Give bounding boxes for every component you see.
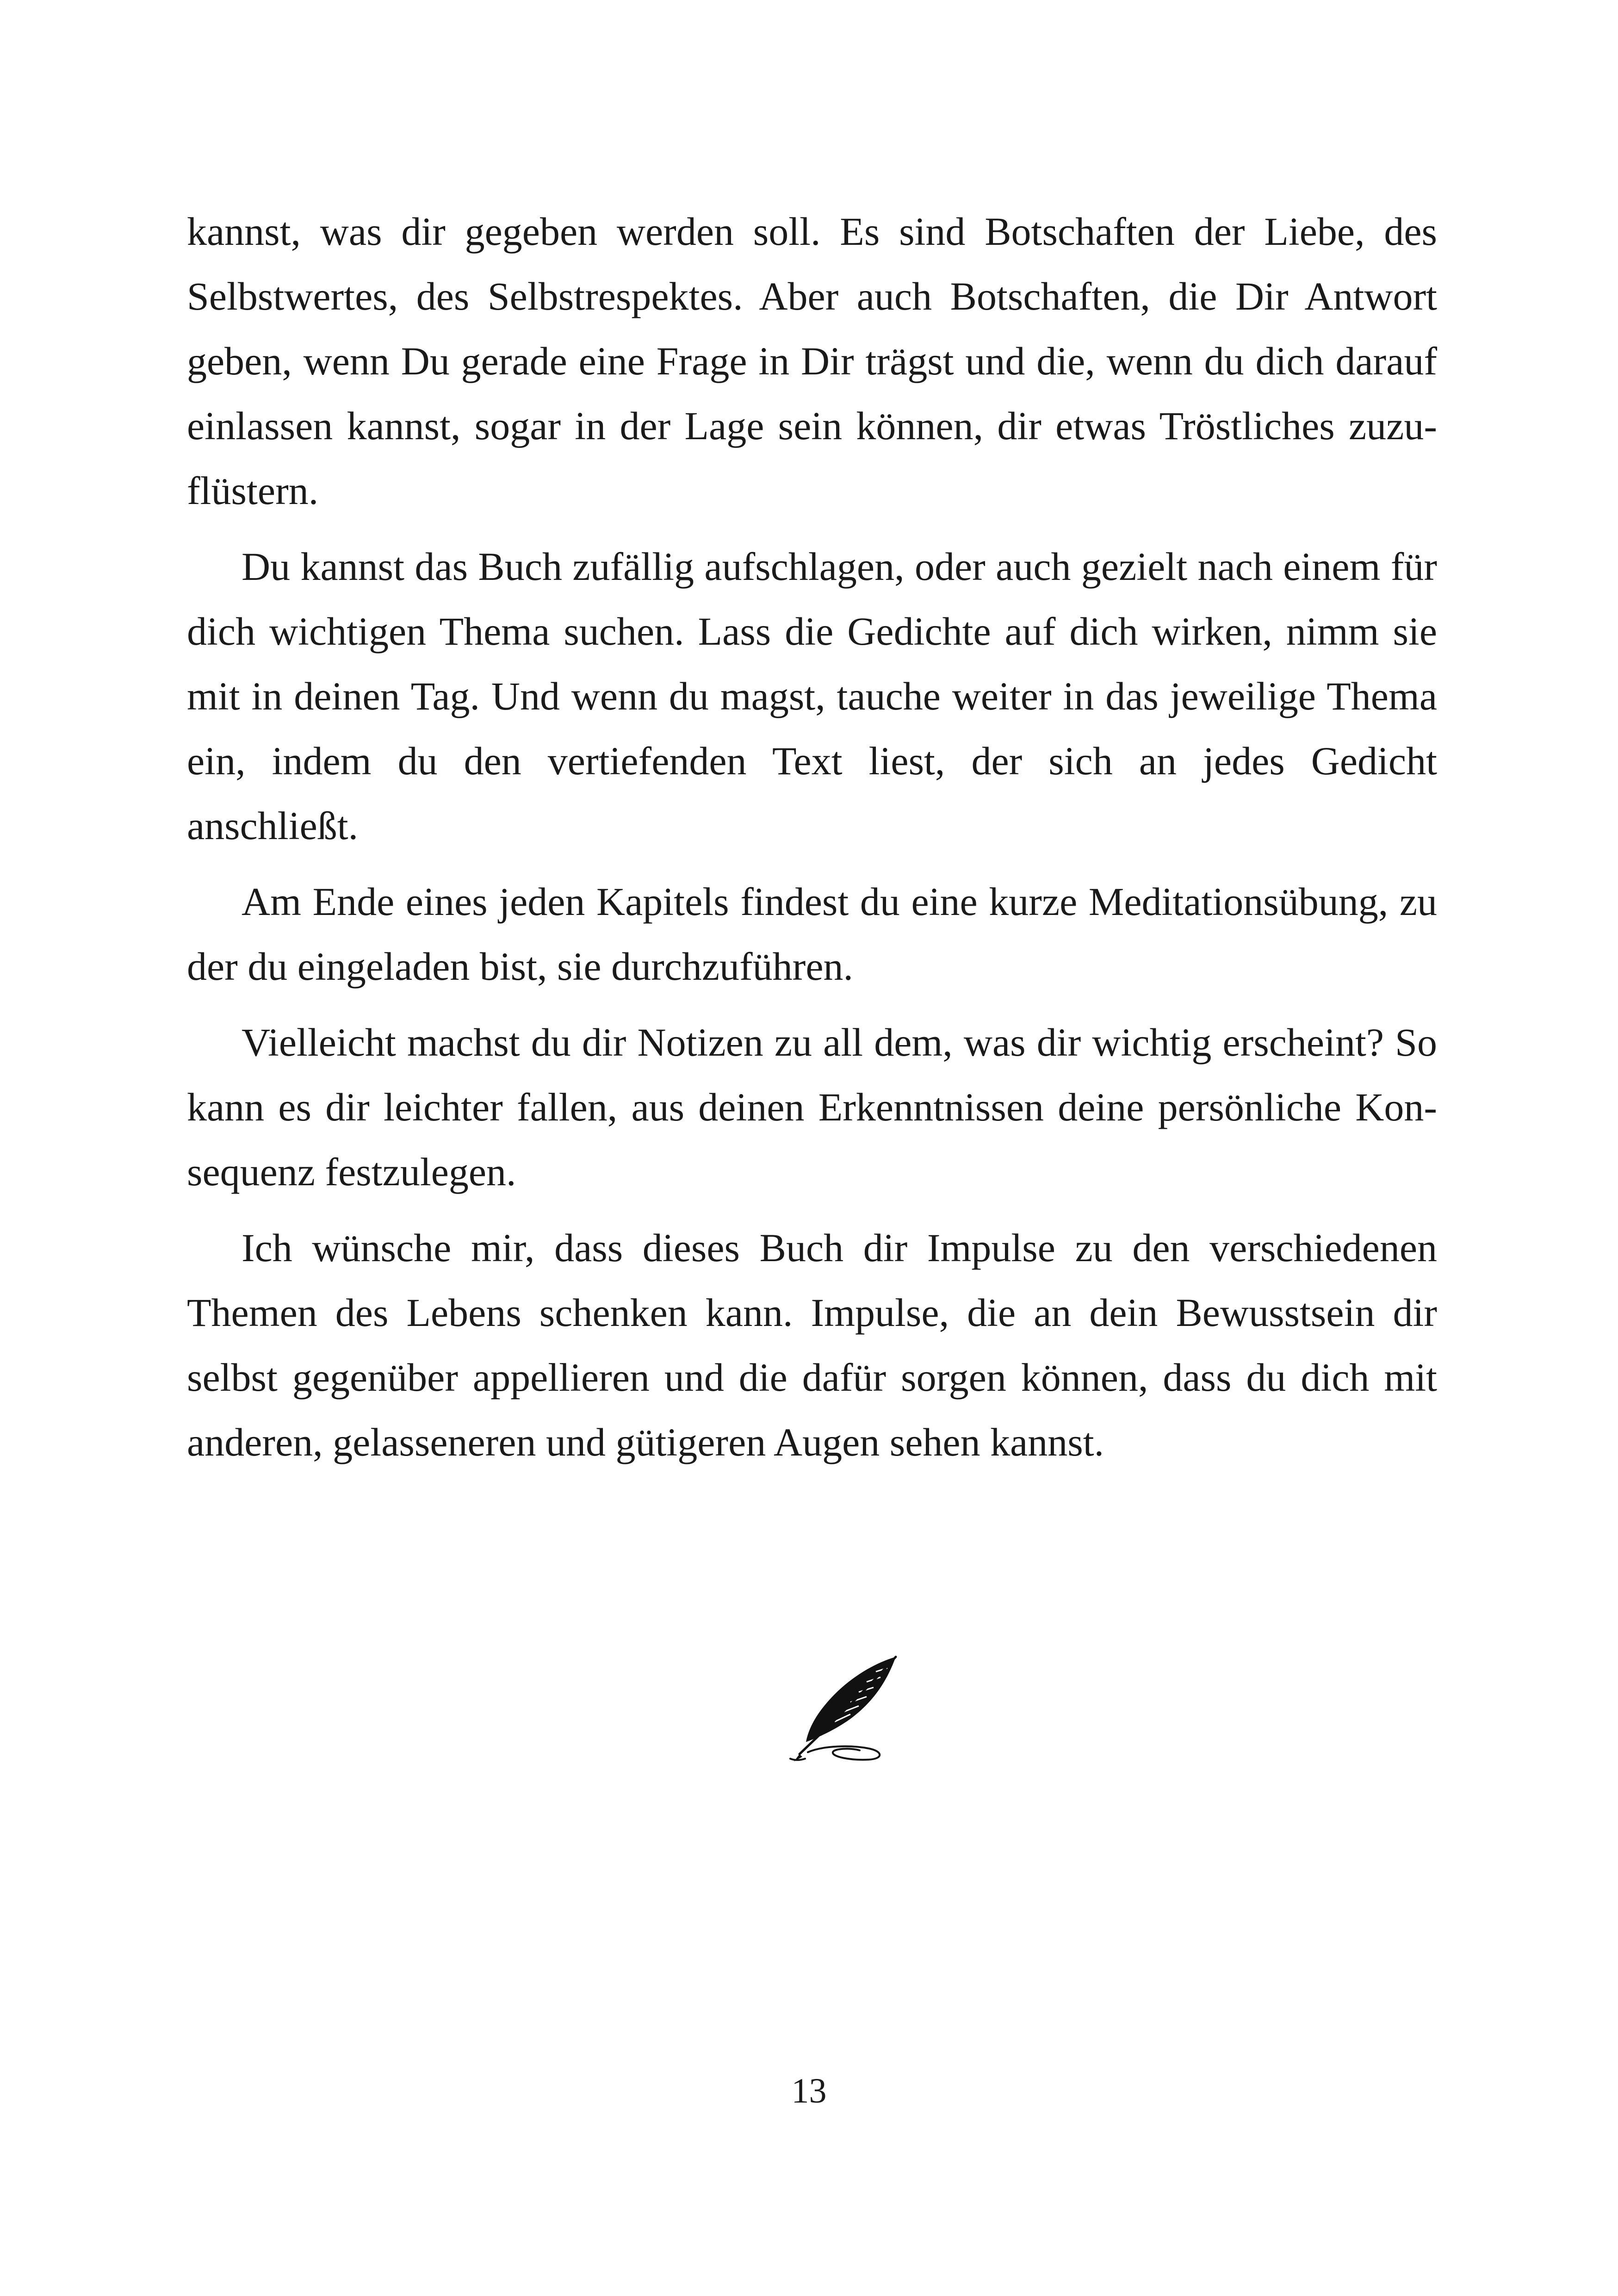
paragraph-2: Du kannst das Buch zufällig aufschlagen, oder auch gezielt nach einem für dich wichtigen Thema suchen. Lass die Gedichte auf dich wirken, nimm sie mit in deinen Tag. Und wenn du magst, tauche weiter in das jeweilige Thema ein, indem du den vertiefenden Text liest, der sich an jedes Gedicht anschließt. — [187, 544, 1437, 848]
page-number: 13 — [791, 2072, 827, 2110]
paragraph-3: Am Ende eines jeden Kapitels findest du eine kurze Meditationsübung, zu der du eingeladen bist, sie durchzuführen. — [187, 879, 1437, 989]
body-text — [187, 199, 1437, 1475]
quill-pen-icon — [781, 1654, 906, 1765]
paragraph-5: Ich wünsche mir, dass dieses Buch dir Impulse zu den verschiedenen Themen des Lebens schenken kann. Impulse, die an dein Bewusstsein dir selbst gegenüber appellieren und die dafür sorgen können, dass du dich mit anderen, gelasseneren und gütigeren Augen sehen kannst. — [187, 1226, 1437, 1464]
paragraph-4: Vielleicht machst du dir Notizen zu all dem, was dir wichtig erscheint? So kann es dir leichter fallen, aus deinen Erkenntnissen deine persönliche Konsequenz festzulegen. — [187, 1020, 1437, 1194]
paragraph-1: kannst, was dir gegeben werden soll. Es sind Botschaften der Liebe, des Selbstwertes, des Selbstrespektes. Aber auch Botschaften, die Dir Antwort geben, wenn Du gerade eine Frage in Dir trägst und die, wenn du dich darauf einlassen kannst, sogar in der Lage sein können, dir etwas Tröstliches zuzuflüstern. — [187, 209, 1437, 513]
